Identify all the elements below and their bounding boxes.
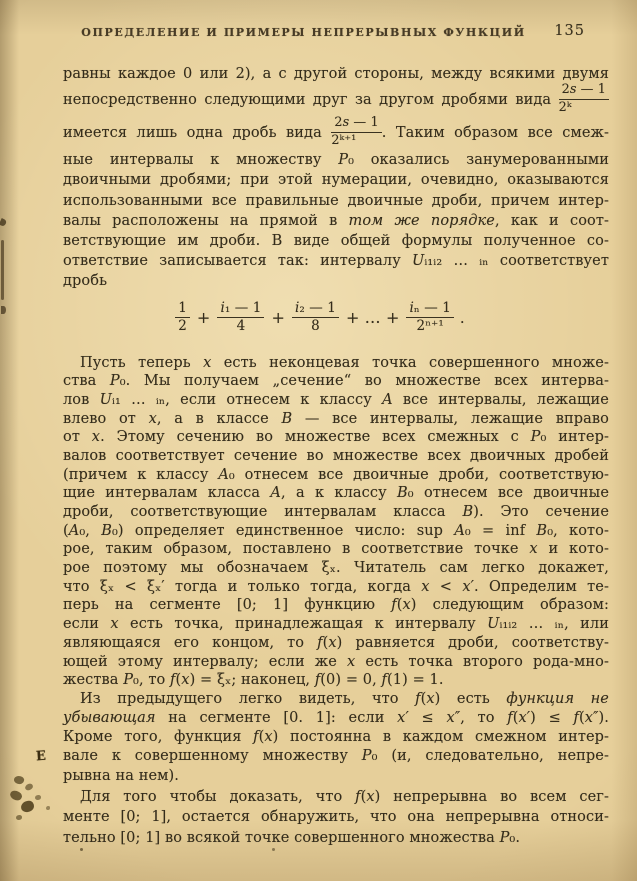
text-line: менте [0; 1], остается обнаружить, что она непрерывна относи- xyxy=(63,809,609,826)
text-line: влево от x, а в классе B — все интервалы, лежащие вправо xyxy=(63,410,609,427)
fraction-term xyxy=(175,301,190,334)
plus-operator: + xyxy=(196,308,211,327)
paragraph-1 xyxy=(63,64,609,292)
text-line: рывна на нем). xyxy=(63,767,180,784)
paragraph-4 xyxy=(63,787,609,849)
text-line: дроби, соответствующие интервалам класса B). Это сечение xyxy=(63,504,609,520)
fraction-denominator: 2ᵏ xyxy=(558,99,572,115)
fraction-denominator: 2ᵏ⁺¹ xyxy=(331,132,357,148)
text-line: Из предыдущего легко видеть, что f(x) есть функция не xyxy=(80,690,609,707)
fraction-term xyxy=(406,301,453,334)
fraction-term xyxy=(217,301,264,334)
text-segment: имеется лишь одна дробь вида xyxy=(63,125,322,142)
ink-blot xyxy=(16,815,22,820)
text-segment: непосредственно следующими друг за другом дробями вида xyxy=(63,92,552,109)
fraction-numerator: i₁ — 1 xyxy=(217,301,264,318)
margin-ink-mark: Е xyxy=(35,748,47,765)
text-line: лов Uᵢ₁ … ᵢₙ, если отнесем к классу A все интервалы, лежащие xyxy=(63,391,609,408)
text-line: от x. Этому сечению во множестве всех смежных с P₀ интер- xyxy=(63,429,609,446)
paragraph-2 xyxy=(63,354,609,690)
text-line: ющей этому интервалу; если же x есть точка второго рода-мно- xyxy=(63,653,609,670)
text-line: ветствующие им дроби. В виде общей формулы полученное со- xyxy=(63,232,609,249)
plus-operator: + xyxy=(271,308,285,327)
text-line: двоичными дробями; при этой нумерации, очевидно, оказываются xyxy=(63,172,609,189)
text-line-with-fraction xyxy=(63,117,609,150)
text-line: щие интервалам класса A, а к классу B₀ отнесем все двоичные xyxy=(63,485,609,502)
fraction-numerator: 2s — 1 xyxy=(559,83,609,99)
text-line: (A₀, B₀) определяет единственное число: sup A₀ = inf B₀, кото- xyxy=(63,522,609,539)
text-line: если x есть точка, принадлежащая к интервалу Uᵢ₁ᵢ₂ … ᵢₙ, или xyxy=(63,616,609,633)
ink-blot xyxy=(13,775,25,785)
fraction-denominator: 4 xyxy=(236,318,246,334)
text-line-with-fraction xyxy=(63,84,609,117)
paper-speck xyxy=(80,848,83,851)
text-block xyxy=(63,64,609,848)
fraction-numerator: iₙ — 1 xyxy=(406,301,453,318)
page-number: 135 xyxy=(554,23,585,39)
text-line: (причем к классу A₀ отнесем все двоичные дроби, соответствую- xyxy=(63,466,610,483)
fraction-numerator: i₂ — 1 xyxy=(292,301,339,318)
paper-speck xyxy=(272,848,275,851)
page-header xyxy=(0,23,637,44)
formula-period: . xyxy=(459,308,465,327)
text-line: рое поэтому мы обозначаем ξₓ. Читатель сам легко докажет, xyxy=(63,560,610,577)
fraction-term xyxy=(292,301,339,334)
text-line: тельно [0; 1] во всякой точке совершенного множества P₀. xyxy=(63,829,521,846)
text-line: дробь xyxy=(63,273,108,290)
fraction-numerator: 2s — 1 xyxy=(331,116,381,132)
text-line: вале к совершенному множеству P₀ (и, следовательно, непре- xyxy=(63,748,609,765)
text-line: ные интервалы к множеству P₀ оказались занумерованными xyxy=(63,152,609,169)
scan-edge-streak xyxy=(1,240,4,300)
text-line: валы расположены на прямой в том же порядке, как и соот- xyxy=(63,212,609,229)
text-line: ства P₀. Мы получаем „сечение“ во множестве всех интерва- xyxy=(63,373,609,390)
fraction-denominator: 2ⁿ⁺¹ xyxy=(416,318,444,334)
ink-blot xyxy=(46,806,50,810)
text-segment: . Таким образом все смеж- xyxy=(381,125,609,142)
text-line: Пусть теперь x есть неконцевая точка совершенного множе- xyxy=(80,354,609,371)
text-line: жества P₀, то f(x) = ξₓ; наконец, f(0) = 0, f(1) = 1. xyxy=(63,672,444,689)
paragraph-3 xyxy=(63,690,609,786)
scan-edge-speck xyxy=(0,218,7,227)
paragraph-1-rest xyxy=(63,150,609,291)
ink-blot xyxy=(24,783,34,791)
scan-edge-speck xyxy=(1,306,6,314)
ellipsis-operator: + … + xyxy=(345,308,400,327)
ink-blot xyxy=(20,800,35,813)
fraction-numerator: 1 xyxy=(175,301,190,318)
ink-blot xyxy=(9,789,24,803)
fraction-denominator: 8 xyxy=(311,318,320,334)
ink-blot xyxy=(35,795,41,800)
inline-fraction xyxy=(559,83,609,115)
inline-fraction xyxy=(331,116,381,148)
text-line: использованными все правильные двоичные дроби, причем интер- xyxy=(63,192,609,209)
text-line: убывающая на сегменте [0. 1]: если x′ ≤ x″, то f(x′) ≤ f(x″). xyxy=(63,710,609,727)
text-line: Кроме того, функция f(x) постоянна в каждом смежном интер- xyxy=(63,729,610,746)
text-line: рое, таким образом, поставлено в соответствие точке x и кото- xyxy=(63,541,609,558)
display-formula xyxy=(47,296,593,340)
text-line: валов соответствует сечение во множестве всех двоичных дробей xyxy=(63,447,609,464)
fraction-denominator: 2 xyxy=(178,318,187,334)
running-title: ОПРЕДЕЛЕНИЕ И ПРИМЕРЫ НЕПРЕРЫВНЫХ ФУНКЦИЙ xyxy=(81,26,526,39)
text-line: являющаяся его концом, то f(x) равняется дроби, соответству- xyxy=(63,634,609,651)
text-line: равны каждое 0 или 2), а с другой стороны, между всякими двумя xyxy=(63,66,609,82)
text-line: перь на сегменте [0; 1] функцию f(x) следующим образом: xyxy=(63,597,609,614)
text-line: Для того чтобы доказать, что f(x) непрерывна во всем сег- xyxy=(80,788,609,805)
text-line: ответствие записывается так: интервалу Uᵢ₁ᵢ₂ … ᵢₙ соответствует xyxy=(63,253,609,270)
text-line: что ξₓ < ξₓ′ тогда и только тогда, когда x < x′. Определим те- xyxy=(63,578,609,595)
